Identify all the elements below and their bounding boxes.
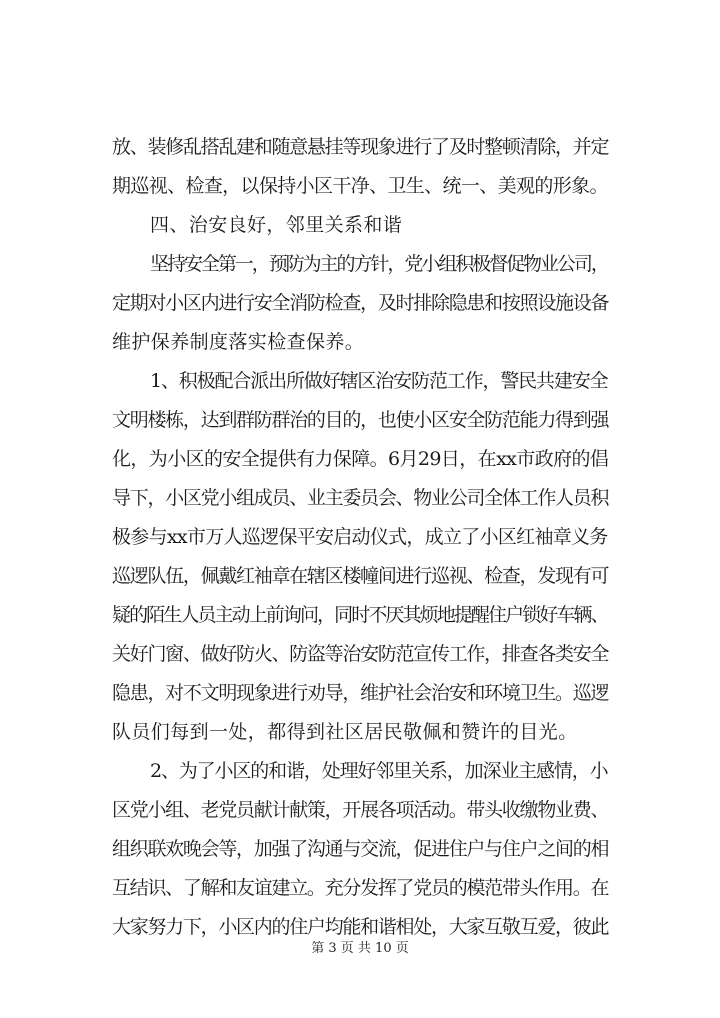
text-line: 巡逻队伍，佩戴红袖章在辖区楼幢间进行巡视、检查，发现有可	[112, 565, 609, 587]
text-line: 关好门窗、做好防火、防盗等治安防范宣传工作，排查各类安全	[112, 643, 609, 665]
text-line: 文明楼栋，达到群防群治的目的，也使小区安全防范能力得到强	[112, 409, 609, 431]
section-heading: 四、治安良好，邻里关系和谐	[150, 214, 403, 236]
page-number: 第 3 页 共 10 页	[311, 941, 409, 956]
text-line: 互结识、了解和友谊建立。充分发挥了党员的模范带头作用。在	[112, 877, 609, 899]
text-line: 队员们每到一处，都得到社区居民敬佩和赞许的目光。	[112, 721, 578, 743]
text-line: 维护保养制度落实检查保养。	[112, 331, 365, 353]
text-line: 化，为小区的安全提供有力保障。6月29日，在xx市政府的倡	[112, 448, 609, 470]
text-line: 隐患，对不文明现象进行劝导，维护社会治安和环境卫生。巡逻	[112, 682, 609, 704]
text-line: 2、为了小区的和谐，处理好邻里关系，加深业主感情，小	[150, 760, 608, 782]
text-line: 放、装修乱搭乱建和随意悬挂等现象进行了及时整顿清除，并定	[112, 136, 609, 158]
text-line: 大家努力下，小区内的住户均能和谐相处，大家互敬互爱，彼此	[112, 916, 609, 938]
text-line: 组织联欢晚会等，加强了沟通与交流，促进住户与住户之间的相	[112, 838, 609, 860]
text-line: 导下，小区党小组成员、业主委员会、物业公司全体工作人员积	[112, 487, 609, 509]
text-line: 区党小组、老党员献计献策，开展各项活动。带头收缴物业费、	[112, 799, 609, 821]
text-line: 1、积极配合派出所做好辖区治安防范工作，警民共建安全	[150, 370, 608, 392]
text-line: 期巡视、检查，以保持小区干净、卫生、统一、美观的形象。	[112, 175, 608, 197]
text-line: 极参与xx市万人巡逻保平安启动仪式，成立了小区红袖章义务	[112, 526, 608, 548]
text-line: 疑的陌生人员主动上前询问，同时不厌其烦地提醒住户锁好车辆、	[112, 604, 608, 626]
text-line: 定期对小区内进行安全消防检查，及时排除隐患和按照设施设备	[112, 292, 609, 314]
text-line: 坚持安全第一，预防为主的方针，党小组积极督促物业公司，	[150, 253, 608, 275]
